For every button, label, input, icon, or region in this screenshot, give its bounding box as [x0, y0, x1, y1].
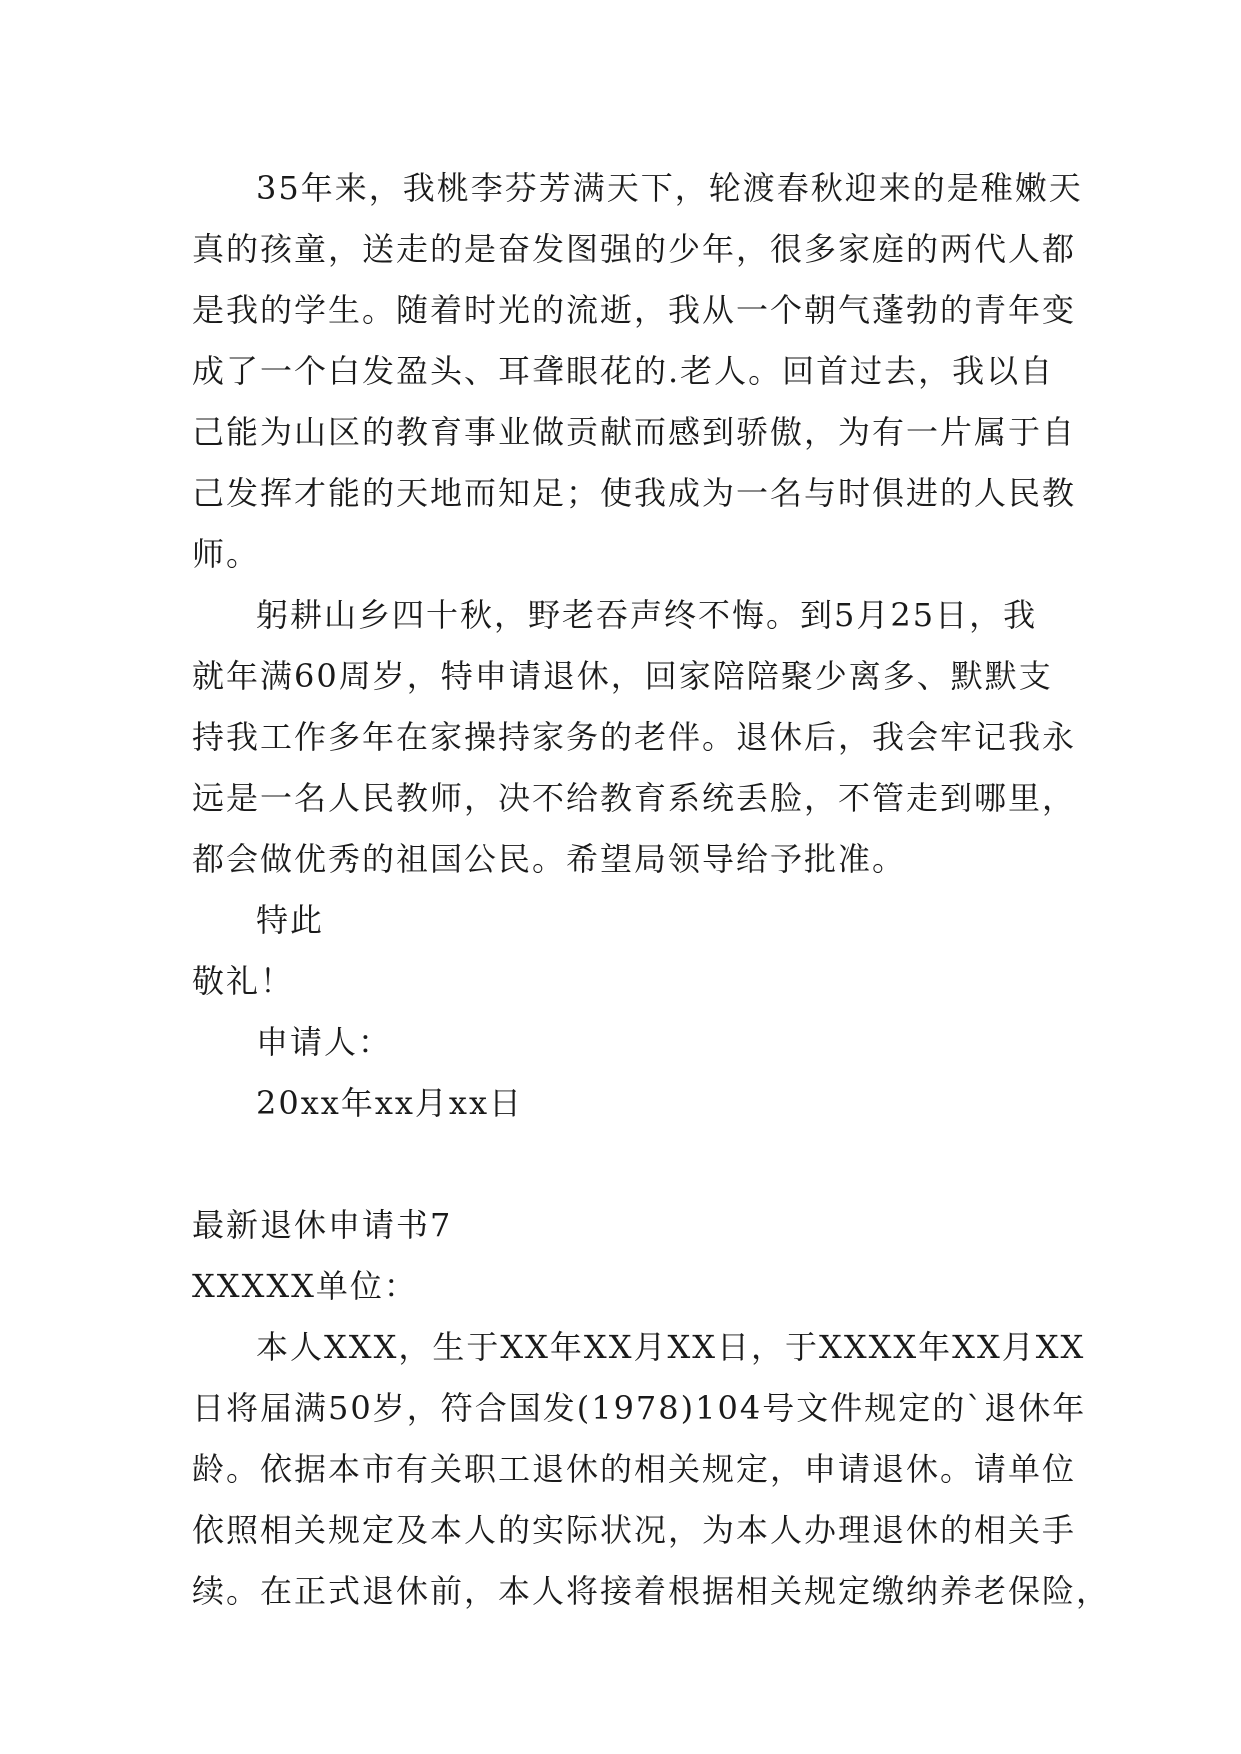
paragraph-line: 己发挥才能的天地而知足；使我成为一名与时俱进的人民教 — [192, 474, 1077, 512]
paragraph-line: 远是一名人民教师，决不给教育系统丢脸，不管走到哪里， — [192, 779, 1077, 817]
paragraph-line: 持我工作多年在家操持家务的老伴。退休后，我会牢记我永 — [192, 718, 1077, 756]
paragraph-line: 35年来，我桃李芬芳满天下，轮渡春秋迎来的是稚嫩天 — [256, 169, 1083, 207]
paragraph-line: 成了一个白发盈头、耳聋眼花的.老人。回首过去，我以自 — [192, 352, 1055, 390]
section-spacer — [192, 1134, 1052, 1195]
application-date: 20xx年xx月xx日 — [256, 1084, 524, 1122]
paragraph-line: 龄。依据本市有关职工退休的相关规定，申请退休。请单位 — [192, 1450, 1077, 1488]
closing-salutation: 敬礼！ — [192, 962, 295, 1000]
paragraph-line: 都会做优秀的祖国公民。希望局领导给予批准。 — [192, 840, 907, 878]
paragraph-line: 己能为山区的教育事业做贡献而感到骄傲，为有一片属于自 — [192, 413, 1077, 451]
applicant-label: 申请人： — [256, 1023, 393, 1061]
addressee: XXXXX单位： — [192, 1267, 418, 1305]
document-body — [192, 158, 1111, 1622]
paragraph-3 — [192, 1317, 1111, 1622]
paragraph-line: 躬耕山乡四十秋，野老吞声终不悔。到5月25日，我 — [256, 596, 1038, 634]
paragraph-line: 依照相关规定及本人的实际状况，为本人办理退休的相关手 — [192, 1511, 1077, 1549]
paragraph-line: 日将届满50岁，符合国发(1978)104号文件规定的`退休年 — [192, 1389, 1087, 1427]
section-title: 最新退休申请书7 — [192, 1206, 453, 1244]
paragraph-1 — [192, 158, 1083, 585]
closing-tecl: 特此 — [256, 901, 325, 939]
paragraph-line: 师。 — [192, 535, 261, 573]
paragraph-line: 是我的学生。随着时光的流逝，我从一个朝气蓬勃的青年变 — [192, 291, 1077, 329]
paragraph-line: 真的孩童，送走的是奋发图强的少年，很多家庭的两代人都 — [192, 230, 1077, 268]
paragraph-line: 本人XXX，生于XX年XX月XX日，于XXXX年XX月XX — [256, 1328, 1086, 1366]
paragraph-line: 续。在正式退休前，本人将接着根据相关规定缴纳养老保险， — [192, 1572, 1111, 1610]
paragraph-line: 就年满60周岁，特申请退休，回家陪陪聚少离多、默默支 — [192, 657, 1053, 695]
paragraph-2 — [192, 585, 1077, 890]
